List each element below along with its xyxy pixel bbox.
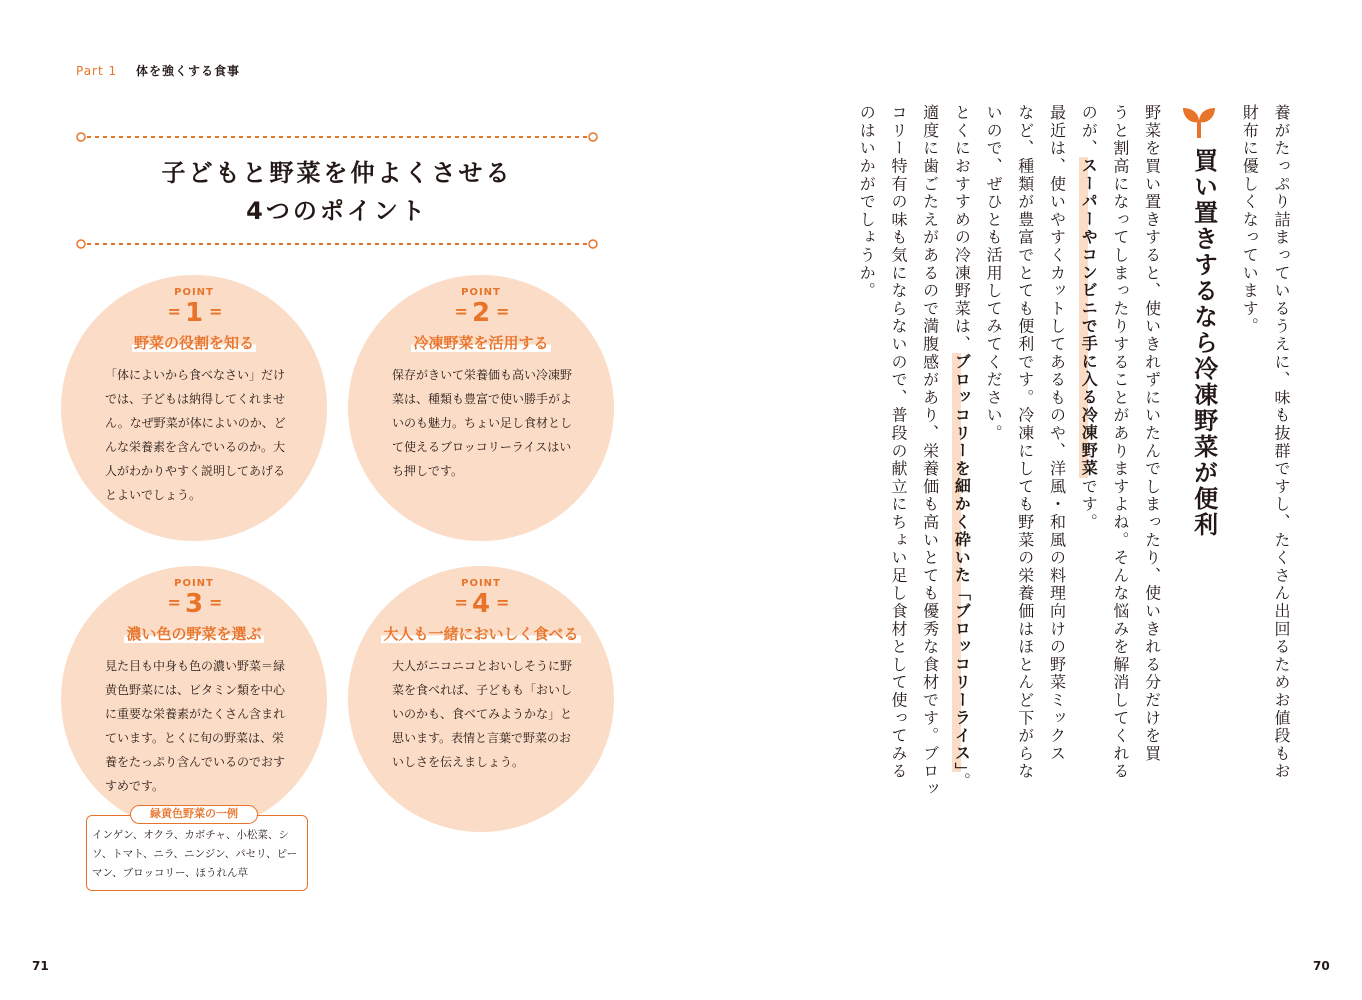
intro-line-2: 財布に優しくなっています。 [1240,104,1260,336]
para1-line2: うと割高になってしまったりすることがありますよね。そんな悩みを解消してくれる [1110,104,1130,781]
point-number: = 3 = [167,589,221,619]
point-circle-3 [61,566,327,832]
point-heading: 濃い色の野菜を選ぶ [126,625,262,643]
example-text: インゲン、オクラ、カボチャ、小松菜、シソ、トマト、ニラ、ニンジン、パセリ、ピーマン、ブロッコリー、ほうれん草 [92,829,298,879]
title-divider-top [76,131,598,143]
page-title [76,154,598,230]
running-header [76,62,240,79]
para3-line2: 適度に歯ごたえがあるので満腹感があり、栄養価も高いとても優秀な食材です。ブロッ [920,104,940,799]
point-heading: 冷凍野菜を活用する [413,334,549,352]
para1-line3: のが、スーパーやコンビニで手に入る冷凍野菜です。 [1079,104,1099,532]
point-label: POINT [461,287,501,298]
page-title-line2: 4つのポイント [246,197,428,225]
chapter-title: 体を強くする食事 [135,64,240,78]
section-heading-text: 買い置きするなら冷凍野菜が便利 [1189,148,1218,538]
highlight-frozen-veg: スーパーやコンビニで手に入る冷凍野菜 [1079,157,1099,478]
para3-line3: コリー特有の味も気にならないので、普段の献立にちょい足し食材として使ってみる [888,104,908,781]
point-heading: 野菜の役割を知る [133,334,254,352]
point-number: = 4 = [454,589,508,619]
para2-line1: 最近は、使いやすくカットしてあるものや、洋風・和風の料理向けの野菜ミックス [1047,104,1067,763]
page-number-right: 70 [1313,959,1330,973]
section-heading [1174,104,1234,834]
example-tag: 緑黄色野菜の一例 [130,805,258,824]
example-box [86,815,308,891]
point-label: POINT [174,287,214,298]
highlight-broccoli-rice: ブロッコリーを細かく砕いた「ブロッコリーライス」 [952,353,972,773]
para2-line3: いので、ぜひとも活用してみてください。 [984,104,1004,443]
title-divider-bottom [76,238,598,250]
point-body: 保存がきいて栄養価も高い冷凍野菜は、種類も豊富で使い勝手がよいのも魅力。ちょい足し食材として使えるブロッコリーライスはいち押しです。 [392,368,573,478]
point-heading: 大人も一緒においしく食べる [383,625,579,643]
part-label: Part 1 [76,64,118,78]
para1-line1: 野菜を買い置きすると、使いきれずにいたんでしまったり、使いきれる分だけを買 [1142,104,1162,763]
page-title-line1: 子どもと野菜を仲よくさせる [161,159,513,187]
point-label: POINT [174,578,214,589]
intro-line-1: 養がたっぷり詰まっているうえに、味も抜群ですし、たくさん出回るためお値段もお [1272,104,1291,781]
para3-line1: とくにおすすめの冷凍野菜は、ブロッコリーを細かく砕いた「ブロッコリーライス」。 [952,104,972,791]
para2-line2: など、種類が豊富でとても便利です。冷凍にしても野菜の栄養価はほとんど下がらな [1015,104,1035,781]
point-circle-4 [348,566,614,832]
point-circle-2 [348,275,614,541]
point-body: 大人がニコニコとおいしそうに野菜を食べれば、子どもも「おいしいのかも、食べてみようかな」と思います。表情と言葉で野菜のおいしさを伝えましょう。 [392,659,573,769]
point-label: POINT [461,578,501,589]
point-circle-1 [61,275,327,541]
point-number: = 2 = [454,298,508,328]
para3-line4: のはいかがでしょうか。 [857,104,877,300]
point-body: 「体によいから食べなさい」だけでは、子どもは納得してくれません。なぜ野菜が体によいのか、どんな栄養素を含んでいるのか。大人がわかりやすく説明してあげるとよいでしょう。 [105,368,286,502]
page-number-left: 71 [32,959,49,973]
vertical-text-column [792,104,1297,834]
sprout-icon [1193,104,1229,140]
point-body: 見た目も中身も色の濃い野菜＝緑黄色野菜には、ビタミン類を中心に重要な栄養素がたくさん含まれています。とくに旬の野菜は、栄養をたっぷり含んでいるのでおすすめです。 [105,659,286,793]
point-number: = 1 = [167,298,221,328]
